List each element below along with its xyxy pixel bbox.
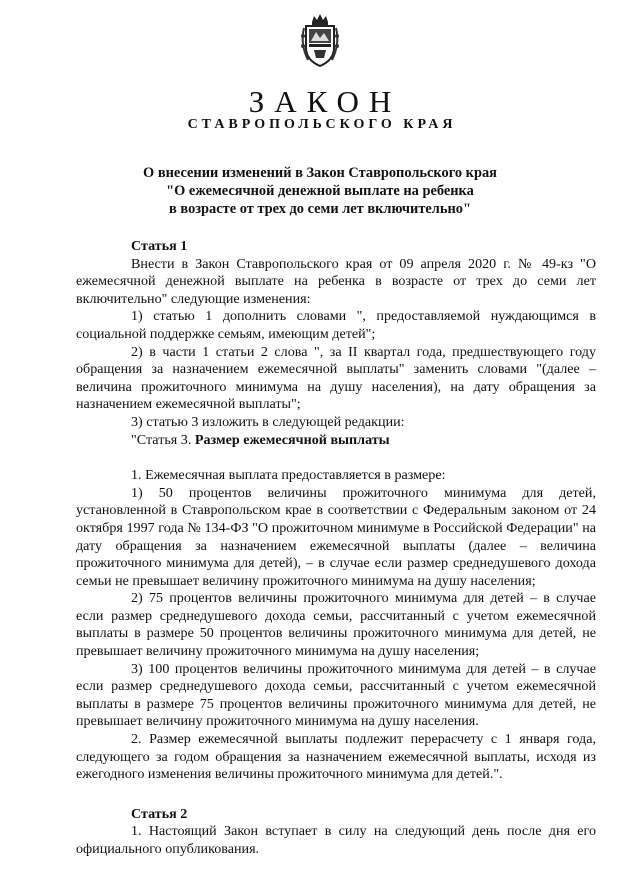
spacer [76, 784, 596, 806]
article-1-item-1: 1) статью 1 дополнить словами ", предоставляемой нуждающимся в социальной поддержке семьям, имеющим детей"; [76, 308, 596, 342]
paragraph-1: 1. Ежемесячная выплата предоставляется в размере: [131, 467, 446, 484]
region-title: СТАВРОПОЛЬСКОГО КРАЯ [187, 117, 457, 132]
heading-line: в возрасте от трех до семи лет включительно" [169, 201, 471, 217]
document-body [76, 238, 596, 859]
law-title: ЗАКОН [248, 84, 402, 119]
article-2-paragraph-1: 1. Настоящий Закон вступает в силу на следующий день после дня его официального опубликования. [76, 823, 596, 857]
new-article-3-heading [76, 432, 596, 450]
article-1-title: Статья 1 [131, 238, 188, 254]
article-1-item-3: 3) статью 3 изложить в следующей редакции: [131, 413, 405, 430]
coat-of-arms-icon [298, 12, 342, 68]
heading-line: О внесении изменений в Закон Ставропольского края [143, 165, 497, 181]
paragraph-1-item-2: 2) 75 процентов величины прожиточного минимума для детей – в случае если размер среднедушевого дохода семьи, рассчитанный с учетом ежемесячной выплаты в размере 50 процентов величины прожиточного минимума для детей, не превышает величину прожиточного минимума на душу населения; [76, 590, 596, 660]
article-2-title: Статья 2 [131, 805, 188, 822]
heading-line: "О ежемесячной денежной выплате на ребенка [166, 183, 474, 199]
document-heading [0, 164, 640, 218]
article-1-intro: Внести в Закон Ставропольского края от 09 апреля 2020 г. № 49-кз "О ежемесячной денежной выплате на ребенка в возрасте от трех до семи лет включительно" следующие изменения: [76, 255, 596, 307]
spacer [76, 449, 596, 467]
paragraph-1-item-3: 3) 100 процентов величины прожиточного минимума для детей – в случае если размер среднедушевого дохода семьи, рассчитанный с учетом ежемесячной выплаты в размере 75 процентов величины прожиточного минимума для детей, не превышает величину прожиточного минимума на душу населения. [76, 660, 596, 730]
paragraph-1-item-1: 1) 50 процентов величины прожиточного минимума для детей, установленной в Ставропольском крае в соответствии с Федеральным законом от 24 октября 1997 года № 134-ФЗ "О прожиточном минимуме в Российской Федерации" на дату обращения за назначением ежемесячной выплаты (далее – величина прожиточного минимума для детей), – в случае если размер среднедушевого дохода семьи не превышает величину прожиточного минимума на душу населения; [76, 484, 596, 589]
paragraph-2: 2. Размер ежемесячной выплаты подлежит перерасчету с 1 января года, следующего за годом обращения за назначением ежемесячной выплаты, исходя из ежегодного изменения величины прожиточного минимума для детей.". [76, 731, 596, 783]
article-1-item-2: 2) в части 1 статьи 2 слова ", за II квартал года, предшествующего году обращения за назначением ежемесячной выплаты" заменить словами "(далее – величина прожиточного минимума на душу населения), на дату обращения за назначением ежемесячной выплаты"; [76, 343, 596, 413]
new-article-prefix: "Статья 3. [131, 431, 195, 448]
new-article-title: Размер ежемесячной выплаты [194, 431, 390, 448]
